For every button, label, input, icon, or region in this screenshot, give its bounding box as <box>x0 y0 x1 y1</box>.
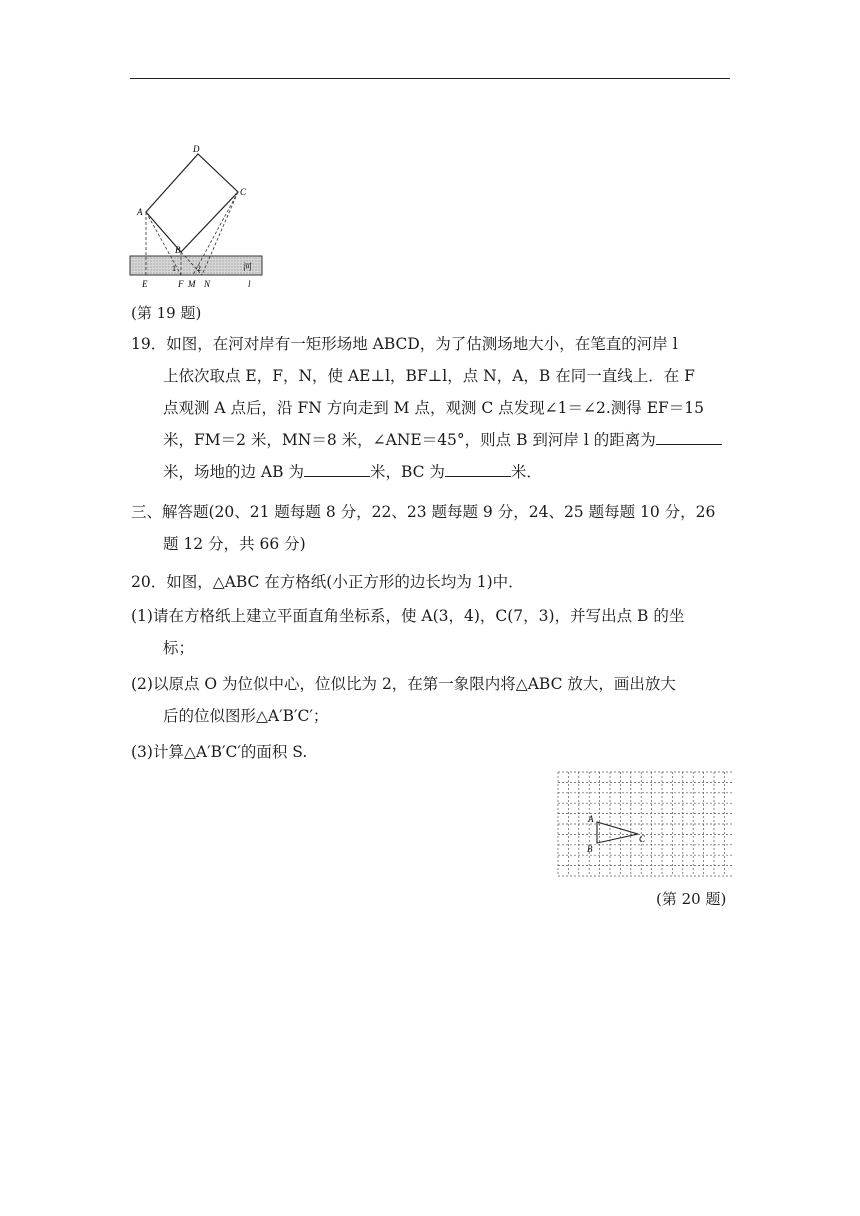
figure-19 <box>126 140 266 292</box>
answer-blank-1[interactable] <box>656 430 722 445</box>
section-3-heading-cont: 题 12 分，共 66 分) <box>163 535 306 553</box>
label-c: C <box>240 187 247 197</box>
label-m: M <box>188 279 196 289</box>
figure-19-caption: (第 19 题) <box>131 304 202 322</box>
label-f: F <box>178 279 184 289</box>
label-2: 2 <box>197 264 201 273</box>
q20-part-1-cont: 标； <box>163 639 195 657</box>
label-a: A <box>588 814 594 824</box>
figure-20-caption: (第 20 题) <box>656 890 727 908</box>
label-river: 河 <box>243 263 253 273</box>
label-n: N <box>204 279 211 289</box>
q19-line-1: 19．如图，在河对岸有一矩形场地 ABCD，为了估测场地大小，在笔直的河岸 l <box>131 335 678 353</box>
q20-intro: 20．如图，△ABC 在方格纸(小正方形的边长均为 1)中． <box>131 573 524 591</box>
triangle-abc <box>597 822 638 843</box>
q20-part-2-cont: 后的位似图形△A′B′C′； <box>163 707 329 725</box>
header-rule <box>130 78 730 79</box>
q20-part-2: (2)以原点 O 为位似中心，位似比为 2，在第一象限内将△ABC 放大，画出放大 <box>131 675 676 693</box>
q20-part-1: (1)请在方格纸上建立平面直角坐标系，使 A(3，4)，C(7，3)，并写出点 B 的坐 <box>131 607 685 625</box>
label-d: D <box>193 144 200 154</box>
answer-blank-2[interactable] <box>304 462 370 477</box>
q19-line-5-c: 米． <box>510 463 542 481</box>
section-3-heading: 三、解答题(20、21 题每题 8 分，22、23 题每题 9 分，24、25 题每题 10 分，26 <box>131 503 716 521</box>
q19-line-3: 点观测 A 点后，沿 FN 方向走到 M 点，观测 C 点发现∠1＝∠2.测得 EF＝15 <box>163 399 705 417</box>
figure-20-grid <box>556 770 732 878</box>
answer-blank-3[interactable] <box>445 462 511 477</box>
label-l: l <box>248 279 251 289</box>
label-e: E <box>142 279 148 289</box>
q19-line-4-text: 米，FM＝2 米，MN＝8 米，∠ANE＝45°，则点 B 到河岸 l 的距离为 <box>163 431 656 449</box>
q19-line-5-a: 米，场地的边 AB 为 <box>163 463 304 481</box>
rectangle-abcd <box>146 154 238 252</box>
label-a: A <box>137 207 143 217</box>
q19-line-5-b: 米，BC 为 <box>369 463 445 481</box>
label-b: B <box>175 245 181 255</box>
label-1: 1 <box>172 264 176 273</box>
q19-line-5 <box>163 460 542 482</box>
q19-line-4 <box>163 428 722 450</box>
q20-part-3: (3)计算△A′B′C′的面积 S. <box>131 743 308 761</box>
label-b: B <box>587 844 593 854</box>
label-c: C <box>639 834 646 844</box>
q19-line-2: 上依次取点 E，F，N，使 AE⊥l，BF⊥l，点 N，A，B 在同一直线上．在 F <box>163 367 695 385</box>
